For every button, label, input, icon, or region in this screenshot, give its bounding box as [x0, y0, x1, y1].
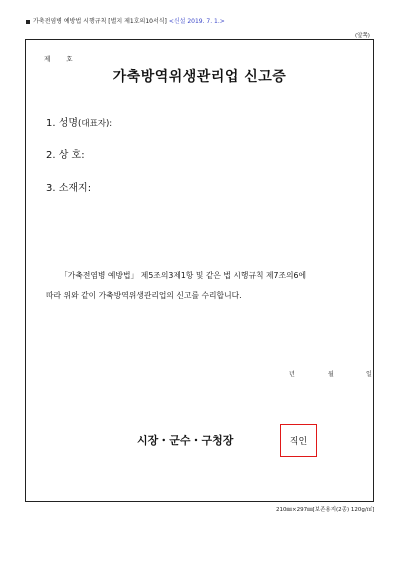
revision-note: <신설 2019. 7. 1.>	[168, 18, 225, 25]
field-name-sub: (대표자):	[78, 119, 113, 129]
issuing-official: 시장・군수・구청장	[137, 434, 234, 447]
field-address	[46, 179, 91, 194]
certificate-statement	[46, 266, 366, 306]
field-address-label: 3. 소재지:	[46, 183, 92, 194]
field-trade-label: 2. 상 호:	[46, 150, 85, 161]
date-year: 년	[289, 371, 295, 378]
square-bullet-icon	[26, 20, 30, 24]
official-seal-box	[280, 424, 317, 457]
regulation-reference: 가축전염병 예방법 시행규칙 [별지 제1호의10서식]	[33, 18, 167, 25]
field-trade-name	[46, 146, 85, 161]
document-number: 제 호	[44, 55, 74, 63]
seal-label: 직인	[289, 437, 308, 447]
document-title: 가축방역위생관리업 신고증	[112, 69, 287, 85]
field-name	[46, 114, 112, 129]
date-day: 일	[366, 371, 372, 378]
form-header	[26, 16, 225, 25]
field-name-label: 1. 성명	[46, 118, 79, 129]
paper-specification: 210㎜×297㎜[보존용지(2종) 120g/㎡]	[276, 507, 375, 513]
date-month: 월	[328, 371, 334, 378]
statement-line-2: 따라 위와 같이 가축방역위생관리업의 신고를 수리합니다.	[46, 291, 242, 300]
statement-line-1: 「가축전염병 예방법」 제5조의3제1항 및 같은 법 시행규칙 제7조의6에	[60, 271, 307, 280]
page-side-label: (앞쪽)	[355, 33, 370, 39]
